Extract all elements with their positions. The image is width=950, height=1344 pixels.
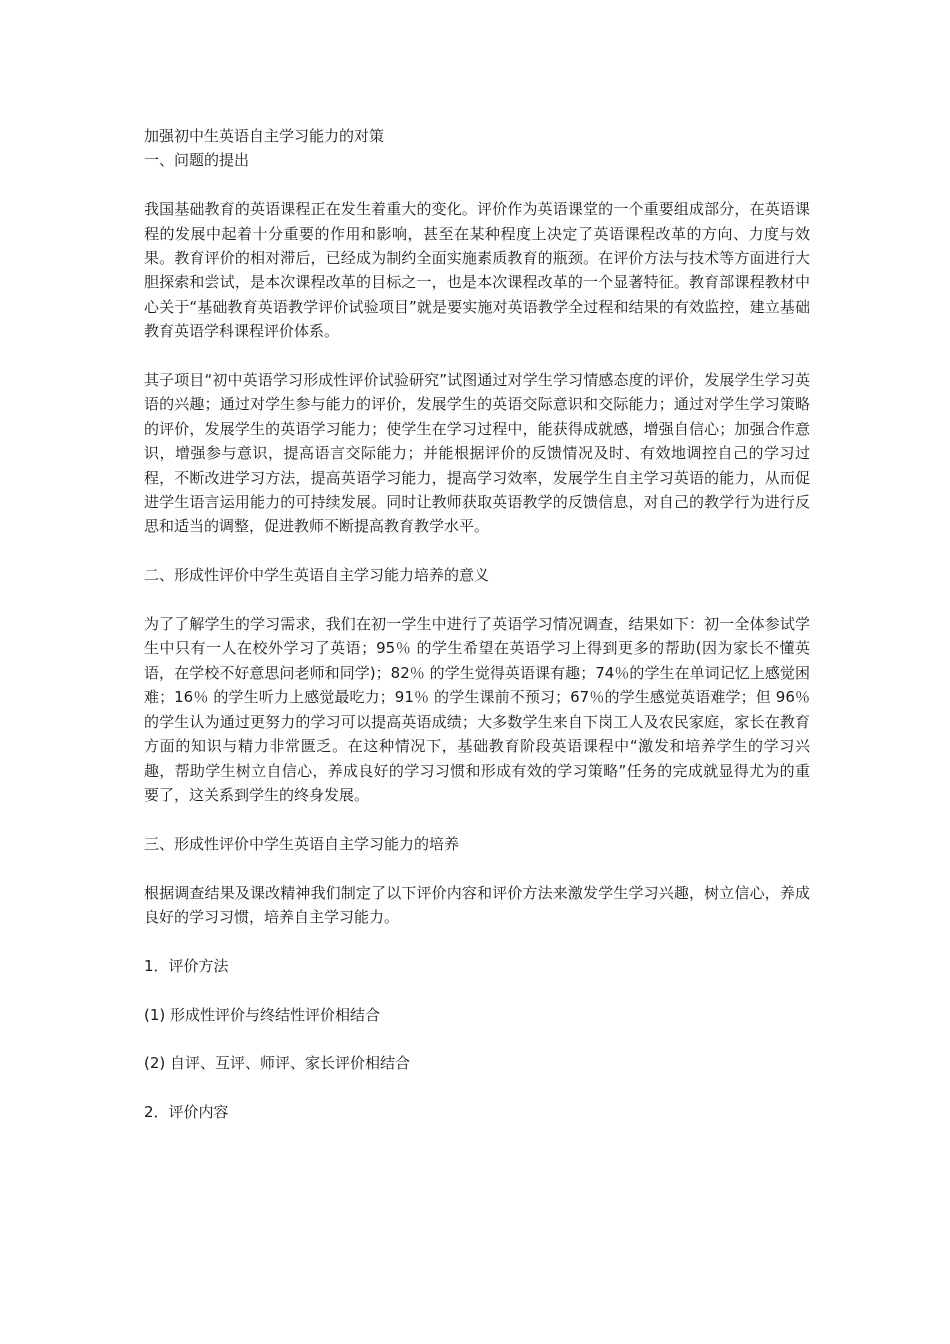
- document-title: 加强初中生英语自主学习能力的对策: [144, 127, 385, 145]
- list-item-evaluation-method: 1．评价方法: [144, 956, 229, 975]
- paragraph-4: 根据调查结果及课改精神我们制定了以下评价内容和评价方法来激发学生学习兴趣，树立信心，养成良好的学习习惯，培养自主学习能力。: [144, 883, 810, 926]
- document-body: [144, 124, 810, 1125]
- paragraph-3: 为了了解学生的学习需求，我们在初一学生中进行了英语学习情况调查，结果如下：初一全体参试学生中只有一人在校外学习了英语；95％ 的学生希望在英语学习上得到更多的帮助(因为家长不懂英语，在学校不好意思问老师和同学)；82％ 的学生觉得英语课有趣；74％的学生在单词记忆上感觉困难；16％ 的学生听力上感觉最吃力；91％ 的学生课前不预习；67％的学生感觉英语难学；但 96％ 的学生认为通过更努力的学习可以提高英语成绩；大多数学生来自下岗工人及农民家庭，家长在教育方面的知识与精力非常匮乏。在这种情况下，基础教育阶段英语课程中“激发和培养学生的学习兴趣，帮助学生树立自信心，养成良好的学习习惯和形成有效的学习策略”任务的完成就显得尤为的重要了，这关系到学生的终身发展。: [144, 615, 810, 804]
- paragraph-1: 我国基础教育的英语课程正在发生着重大的变化。评价作为英语课堂的一个重要组成部分，在英语课程的发展中起着十分重要的作用和影响，甚至在某种程度上决定了英语课程改革的方向、力度与效果。教育评价的相对滞后，已经成为制约全面实施素质教育的瓶颈。在评价方法与技术等方面进行大胆探索和尝试，是本次课程改革的目标之一，也是本次课程改革的一个显著特征。教育部课程教材中心关于“基础教育英语教学评价试验项目”就是要实施对英语教学全过程和结果的有效监控，建立基础教育英语学科课程评价体系。: [144, 200, 810, 341]
- section-heading-1: 一、问题的提出: [144, 151, 250, 170]
- list-item-evaluation-content: 2．评价内容: [144, 1103, 229, 1122]
- paragraph-2: 其子项目“初中英语学习形成性评价试验研究”试图通过对学生学习情感态度的评价，发展学生学习英语的兴趣；通过对学生参与能力的评价，发展学生的英语交际意识和交际能力；通过对学生学习策略的评价，发展学生的英语学习能力；使学生在学习过程中，能获得成就感，增强自信心；加强合作意识，增强参与意识，提高语言交际能力；并能根据评价的反馈情况及时、有效地调控自己的学习过程，不断改进学习方法，提高英语学习能力，提高学习效率，发展学生自主学习英语的能力，从而促进学生语言运用能力的可持续发展。同时让教师获取英语教学的反馈信息，对自己的教学行为进行反思和适当的调整，促进教师不断提高教育教学水平。: [144, 371, 810, 536]
- list-item-self-peer-teacher-parent: (2) 自评、互评、师评、家长评价相结合: [144, 1054, 411, 1073]
- section-heading-3: 三、形成性评价中学生英语自主学习能力的培养: [144, 834, 460, 853]
- section-heading-2: 二、形成性评价中学生英语自主学习能力培养的意义: [144, 566, 490, 585]
- list-item-formative-summative: (1) 形成性评价与终结性评价相结合: [144, 1005, 381, 1024]
